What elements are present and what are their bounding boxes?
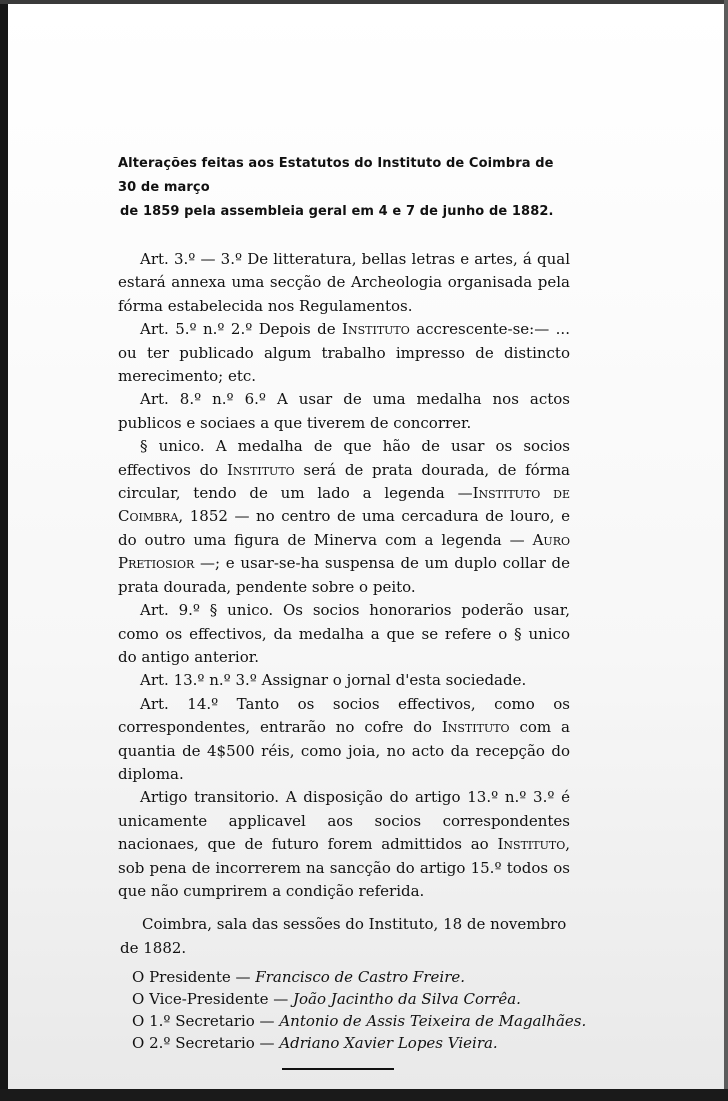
- article-3: Art. 3.º — 3.º De litteratura, bellas letras e artes, á qual estará annexa uma secção de Archeologia organisada pela fórma estabelecida nos Regulamentos.: [118, 250, 570, 315]
- article-5-institute: Instituto: [342, 320, 410, 339]
- article-5: [118, 318, 570, 388]
- scan-edge-right: [724, 0, 728, 1101]
- signature-title: O 2.º Secretario —: [132, 1034, 275, 1053]
- unico-text-c: , 1852 — no centro de uma cercadura de louro, e do outro uma figura de Minerva com a legenda —: [118, 507, 570, 549]
- article-8: Art. 8.º n.º 6.º A usar de uma medalha nos actos publicos e sociaes a que tiverem de concorrer.: [118, 390, 570, 432]
- signature-vice-president: [132, 988, 570, 1010]
- article-14-institute: Instituto: [441, 718, 510, 737]
- heading-line-1: Alterações feitas aos Estatutos do Instituto de Coimbra de 30 de março: [118, 156, 554, 195]
- transitional-institute: Instituto: [497, 835, 566, 854]
- heading-line-2: de 1859 pela assembleia geral em 4 e 7 de junho de 1882.: [120, 204, 554, 219]
- transitional-text-a: Artigo transitorio. A disposição do artigo 13.º n.º 3.º é unicamente applicavel aos socios correspondentes nacionaes, que de futuro forem admittidos ao: [118, 788, 570, 854]
- signature-title: O Presidente —: [132, 968, 251, 987]
- article-5-text-a: Art. 5.º n.º 2.º Depois de: [140, 320, 336, 339]
- article-14: [118, 693, 570, 787]
- article-9: Art. 9.º § unico. Os socios honorarios poderão usar, como os effectivos, da medalha a que se refere o § unico do antigo anterior.: [118, 601, 570, 666]
- signature-name: Antonio de Assis Teixeira de Magalhães.: [279, 1012, 587, 1031]
- signature-name: Adriano Xavier Lopes Vieira.: [279, 1034, 498, 1053]
- unico-motto: Auro Pretiosior: [118, 530, 570, 573]
- unico-text-a: § unico. A medalha de que hão de usar os socios effectivos do: [118, 437, 570, 479]
- unico-paragraph: [118, 435, 570, 599]
- signature-title: O Vice-Presidente —: [132, 990, 289, 1009]
- unico-legend: Instituto de Coimbra: [118, 484, 570, 526]
- signature-name: Francisco de Castro Freire.: [255, 968, 466, 987]
- article-5-text-b: accrescente-se:— ... ou ter publicado algum trabalho impresso de distincto merecimento; etc.: [118, 320, 570, 386]
- place-and-date: Coimbra, sala das sessões do Instituto, 18 de novembro de 1882.: [120, 915, 567, 957]
- scan-edge-left: [0, 0, 8, 1101]
- closing-rule: [282, 1068, 394, 1070]
- signature-second-secretary: [132, 1032, 570, 1054]
- signature-block: [132, 966, 587, 1054]
- article-14-text-b: com a quantia de 4$500 réis, como joia, no acto da recepção do diploma.: [118, 718, 570, 783]
- article-13: Art. 13.º n.º 3.º Assignar o jornal d'esta sociedade.: [140, 671, 527, 690]
- article-14-text-a: Art. 14.º Tanto os socios effectivos, como os correspondentes, entrarão no cofre do: [118, 694, 570, 737]
- document-body: [118, 152, 587, 1070]
- signature-first-secretary: [132, 1010, 587, 1032]
- unico-text-b: será de prata dourada, de fórma circular, tendo de um lado a legenda —: [118, 460, 570, 503]
- scan-edge-bottom: [0, 1089, 728, 1101]
- transitional-text-b: , sob pena de incorrerem na sancção do artigo 15.º todos os que não cumprirem a condição referida.: [118, 835, 570, 900]
- signature-president: [132, 966, 570, 988]
- signature-name: João Jacintho da Silva Corrêa.: [293, 990, 521, 1009]
- signature-title: O 1.º Secretario —: [132, 1012, 275, 1031]
- transitional-article: [118, 786, 570, 903]
- document-heading: [118, 152, 570, 224]
- unico-institute: Instituto: [226, 460, 295, 479]
- unico-text-d: —; e usar-se-ha suspensa de um duplo collar de prata dourada, pendente sobre o peito.: [118, 554, 570, 596]
